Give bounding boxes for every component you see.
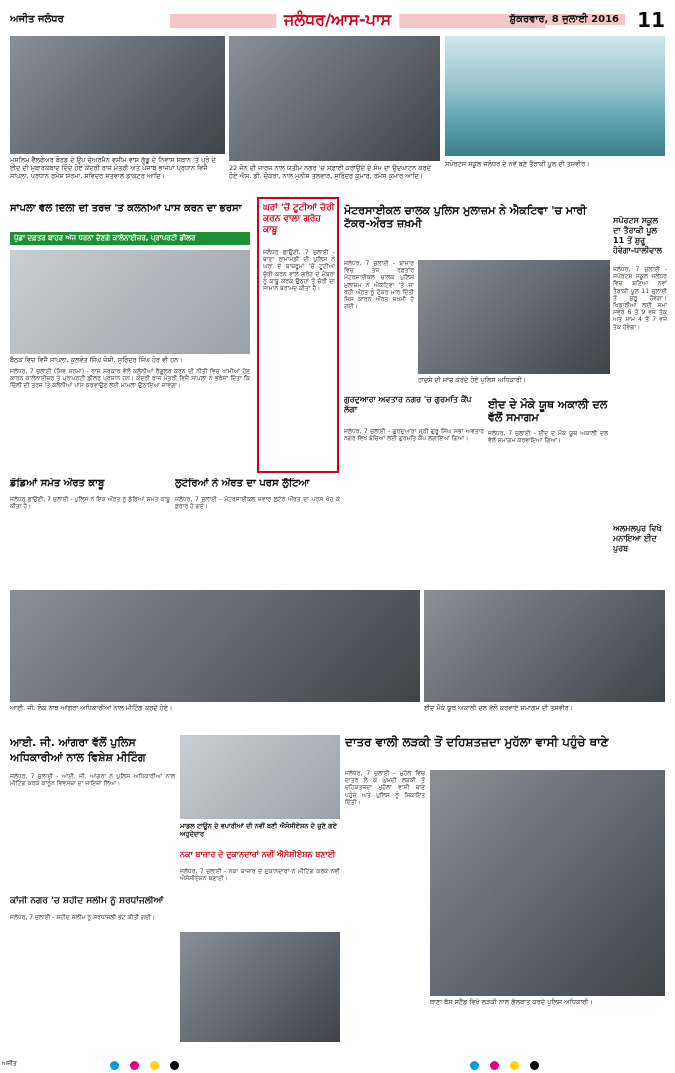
article-body: ਜਲੰਧਰ, 7 ਜੁਲਾਈ - ਗੁਰਦੁਆਰਾ ਸ੍ਰੀ ਗੁਰੂ ਸਿੰਘ ਸਭਾ ਅਵਤਾਰ ਨਗਰ ਵਿਖੇ ਬੱਚਿਆਂ ਲਈ ਗੁਰਮਤਿ ਕੈਂਪ ਲਗਾਇਆ ਗਿਆ। bbox=[344, 428, 484, 443]
headline: ਗੁਰਦੁਆਰਾ ਅਵਤਾਰ ਨਗਰ 'ਚ ਗੁਰਮਤਿ ਕੈਂਪ ਲੱਗਾ bbox=[344, 395, 472, 414]
photo-caption: ਸਪੋਰਟਸ ਸਕੂਲ ਜਲੰਧਰ ਦੇ ਨਵੇਂ ਬਣੇ ਤੈਰਾਕੀ ਪੂਲ ਦੀ ਤਸਵੀਰ। bbox=[445, 160, 590, 168]
photo-association bbox=[180, 735, 340, 819]
photo-eid-visit bbox=[10, 36, 225, 154]
photo-caption: ਮੁਸਲਿਮ ਵੈੱਲਫੇਅਰ ਬੋਰਡ ਦੇ ਉਪ ਚੇਅਰਮੈਨ ਵਸੀਮ ਵਾਸ਼ ਗੁੱਡੂ ਦੇ ਨਿਵਾਸ ਸਥਾਨ 'ਤੇ ਪ੍ਰੋ ਦੇ ਈਦ ਦੀ ਮੁਬਾਰਕਬਾਦ ਦਿੰਦੇ ਹੋਏ ਕੇਂਦਰੀ ਰਾਜ ਮੰਤਰੀ ਅਤੇ ਪੰਜਾਬ ਭਾਜਪਾ ਪ੍ਰਧਾਨ ਵਿਜੈ ਸਾਂਪਲਾ, ਪ੍ਰਧਾਨ ਰਮੇਸ਼ ਸ਼ਰਮਾ, ਸਵਿਦਰ ਸਤਵਾਲ ਡਾਕਟਰ ਆਦਿ। bbox=[10, 156, 216, 180]
article-body: ਜਲੰਧਰ, 7 ਜੁਲਾਈ - ਈਦ ਦੇ ਮੌਕੇ ਯੂਥ ਅਕਾਲੀ ਦਲ ਵੱਲੋਂ ਸਮਾਗਮ ਕਰਵਾਇਆ ਗਿਆ। bbox=[488, 430, 608, 445]
headline: ਡੋਡਿਆਂ ਸਮੇਤ ਔਰਤ ਕਾਬੂ bbox=[10, 478, 105, 489]
article-body: ਜਲੰਧਰ, 7 ਜੁਲਾਈ - ਸਪੋਰਟਸ ਸਕੂਲ ਜਲੰਧਰ ਵਿਚ ਬਣਿਆ ਨਵਾਂ ਤੈਰਾਕੀ ਪੂਲ 11 ਜੁਲਾਈ ਤੋਂ ਸ਼ੁਰੂ ਹੋਵੇਗਾ। ਖਿਡਾਰੀਆਂ ਲਈ ਸਮਾਂ ਸਵੇਰੇ 6 ਤੋਂ 9 ਵਜੇ ਤੱਕ ਅਤੇ ਸ਼ਾਮ 4 ਤੋਂ 7 ਵਜੇ ਤੱਕ ਹੋਵੇਗਾ। bbox=[613, 266, 667, 331]
headline: ਸਪੋਰਟਸ ਸਕੂਲ ਦਾ ਤੈਰਾਕੀ ਪੂਲ 11 ਤੋਂ ਸ਼ੁਰੂ ਹੋਵੇਗਾ-ਧਾਲੀਵਾਲ bbox=[613, 216, 662, 255]
headline: ਸਾਂਪਲਾ ਵੱਲੋਂ ਦਿੱਲੀ ਦੀ ਤਰਜ਼ 'ਤੇ ਕਲੋਨੀਆਂ ਪਾਸ ਕਰਨ ਦਾ ਭਰੋਸਾ bbox=[10, 204, 242, 214]
registration-mark bbox=[110, 1061, 119, 1070]
headline: ਮੋਟਰਸਾਈਕਲ ਚਾਲਕ ਪੁਲਿਸ ਮੁਲਾਜ਼ਮ ਨੇ ਐਕਟਿਵਾ 'ਚ ਮਾਰੀ ਟੱਕਰ-ਔਰਤ ਜ਼ਖ਼ਮੀ bbox=[344, 204, 587, 230]
headline: ਆਈ. ਜੀ. ਆਂਗਰਾ ਵੱਲੋਂ ਪੁਲਿਸ ਅਧਿਕਾਰੀਆਂ ਨਾਲ ਵਿਸ਼ੇਸ਼ ਮੀਟਿੰਗ bbox=[10, 736, 146, 764]
registration-mark bbox=[130, 1061, 139, 1070]
article-body: ਜਲੰਧਰ, 7 ਜੁਲਾਈ (ਸ਼ਿਵ ਸ਼ਰਮਾ) - ਰਾਜ ਸਰਕਾਰ ਵੱਲੋਂ ਕਲੋਨੀਆਂ ਰੈਗੂਲਰ ਕਰਨ ਦੀ ਨੀਤੀ ਵਿਚ ਖਾਮੀਆਂ ਹੋਣ ਕਾਰਨ ਕਾਲੋਨਾਈਜ਼ਰ ਤੇ ਪ੍ਰਾਪਰਟੀ ਡੀਲਰ ਪ੍ਰੇਸ਼ਾਨ ਹਨ। ਕੇਂਦਰੀ ਰਾਜ ਮੰਤਰੀ ਵਿਜੈ ਸਾਂਪਲਾ ਨੇ ਭਰੋਸਾ ਦਿੱਤਾ ਕਿ ਦਿੱਲੀ ਦੀ ਤਰਜ਼ 'ਤੇ ਕਲੋਨੀਆਂ ਪਾਸ ਕਰਵਾਉਣ ਲਈ ਮਾਮਲਾ ਉਠਾਇਆ ਜਾਵੇਗਾ। bbox=[10, 368, 250, 390]
edition-label: ਅਜੀਤ ਜਲੰਧਰ bbox=[10, 14, 64, 25]
photo-caption: ਬੈਠਕ ਵਿਚ ਵਿਜੈ ਸਾਂਪਲਾ, ਕੁਲਵੰਤ ਸਿੰਘ ਜੋਸ਼ੀ, ਸੁਰਿੰਦਰ ਸਿੰਘ ਹੋਰ ਵੀ ਹਨ। bbox=[10, 356, 183, 364]
photo-caption: 22 ਜੋਨ ਦੀ ਜਾਰਜ ਨਾਲ ਯਤੀਮ ਨਗਰ 'ਚ ਸਫ਼ਾਈ ਕਰਾਉਂਦੇ ਦੇ ਸੰਮ ਦਾ ਉਦਘਾਟਨ ਕਰਦੇ ਹੋਏ ਐਸ. ਡੀ. ਚੋਕਰਾ, ਨਾਲ ਮੁਨੀਸ਼ ਤਲਵਾਰ, ਸੁਰਿੰਦਰ ਕੁਮਾਰ, ਰਮੇਸ਼ ਕੁਮਾਰ ਆਦਿ। bbox=[229, 164, 431, 180]
photo-ig-meeting bbox=[10, 590, 420, 702]
section-title: ਜਲੰਧਰ/ਆਸ-ਪਾਸ bbox=[276, 10, 399, 30]
registration-mark bbox=[170, 1061, 179, 1070]
photo-caption: ਹਾਦਸੇ ਦੀ ਜਾਂਚ ਕਰਦੇ ਹੋਏ ਪੁਲਿਸ ਅਧਿਕਾਰੀ। bbox=[418, 376, 527, 384]
registration-mark bbox=[530, 1061, 539, 1070]
registration-mark bbox=[510, 1061, 519, 1070]
registration-mark bbox=[490, 1061, 499, 1070]
article-body: ਜਲੰਧਰ, 7 ਜੁਲਾਈ - ਮੁਹੱਲੇ ਵਿਚ ਦਾਤਰ ਲੈ ਕੇ ਘੁੰਮਦੀ ਲੜਕੀ ਤੋਂ ਦਹਿਸ਼ਤਜ਼ਦਾ ਮੁਹੱਲਾ ਵਾਸੀ ਥਾਣੇ ਪਹੁੰਚੇ ਅਤੇ ਪੁਲਿਸ ਨੂੰ ਸ਼ਿਕਾਇਤ ਦਿੱਤੀ। bbox=[345, 770, 425, 806]
registration-mark bbox=[470, 1061, 479, 1070]
headline: ਈਦ ਦੇ ਮੌਕੇ ਯੂਥ ਅਕਾਲੀ ਦਲ ਵੱਲੋਂ ਸਮਾਗਮ bbox=[488, 398, 608, 424]
photo-swimming-pool bbox=[445, 36, 665, 156]
print-code: ਅਜੀਤ bbox=[2, 1060, 17, 1067]
strapline: ਪੁੱਡਾ ਦਫ਼ਤਰ ਬਾਹਰ ਅੱਜ ਧਰਨਾ ਦੇਣਗੇ ਕਾਲੋਨਾਈਜ਼ਰ, ਪ੍ਰਾਪਰਟੀ ਡੀਲਰ bbox=[10, 232, 250, 245]
photo-eid-event bbox=[424, 590, 665, 702]
headline: ਘਰਾਂ 'ਚੋਂ ਟੂਟੀਆਂ ਚੋਰੀ ਕਰਨ ਵਾਲਾ ਗਰੋਹ ਕਾਬੂ bbox=[263, 203, 335, 235]
issue-date: ਸ਼ੁੱਕਰਵਾਰ, 8 ਜੁਲਾਈ 2016 bbox=[504, 14, 625, 25]
headline: ਨਕਾ ਬਾਜ਼ਾਰ ਦੇ ਦੁਕਾਨਦਾਰਾਂ ਨਵੀਂ ਐਸੋਸੀਏਸ਼ਨ ਬਣਾਈ bbox=[180, 850, 336, 859]
article-body: ਜਲੰਧਰ ਛਾਉਣੀ, 7 ਜੁਲਾਈ - ਪੁਲਿਸ ਨੇ ਇਕ ਔਰਤ ਨੂੰ ਡੋਡਿਆਂ ਸਮੇਤ ਕਾਬੂ ਕੀਤਾ ਹੈ। bbox=[10, 496, 170, 511]
photo-traders bbox=[180, 932, 340, 1042]
headline: ਕਾਂਜੀ ਨਗਰ 'ਚ ਸ਼ਹੀਦ ਸਲੀਮ ਨੂੰ ਸ਼ਰਧਾਂਜਲੀਆਂ bbox=[10, 896, 164, 906]
photo-caption: ਥਾਣਾ ਬੱਸ ਸਟੈਂਡ ਵਿਖੇ ਲੜਕੀ ਨਾਲ ਗੱਲਬਾਤ ਕਰਦੇ ਪੁਲਿਸ ਅਧਿਕਾਰੀ। bbox=[430, 998, 593, 1006]
article-body: ਜਲੰਧਰ, 7 ਜੁਲਾਈ - ਨਕਾ ਬਾਜ਼ਾਰ ਦੇ ਦੁਕਾਨਦਾਰਾਂ ਨੇ ਮੀਟਿੰਗ ਕਰਕੇ ਨਵੀਂ ਐਸੋਸੀਏਸ਼ਨ ਬਣਾਈ। bbox=[180, 868, 340, 883]
article-body: ਜਲੰਧਰ ਛਾਉਣੀ, 7 ਜੁਲਾਈ - ਥਾਣਾ ਰਾਮਾਮੰਡੀ ਦੀ ਪੁਲਿਸ ਨੇ ਘਰਾਂ ਦੇ ਬਾਥਰੂਮਾਂ 'ਚੋਂ ਟੂਟੀਆਂ ਚੋਰੀ ਕਰਨ ਵਾਲੇ ਗਰੋਹ ਦੇ ਮੈਂਬਰਾਂ ਨੂੰ ਕਾਬੂ ਕਰਕੇ ਉਨ੍ਹਾਂ ਤੋਂ ਚੋਰੀ ਦਾ ਸਾਮਾਨ ਬਰਾਮਦ ਕੀਤਾ ਹੈ। bbox=[263, 249, 335, 293]
headline: ਅਲਮਲਪੁਰ ਵਿਖੇ ਮਨਾਇਆ ਈਦ ਪੁਰਬ bbox=[613, 524, 662, 553]
headline: ਮਾਡਲ ਟਾਊਨ ਦੇ ਵਪਾਰੀਆਂ ਦੀ ਨਵੀਂ ਬਣੀ ਐਸੋਸੀਏਸ਼ਨ ਦੇ ਚੁਣੇ ਗਏ ਅਹੁਦੇਦਾਰ bbox=[180, 822, 337, 838]
photo-cleaning-drive bbox=[229, 36, 440, 161]
registration-mark bbox=[150, 1061, 159, 1070]
boxed-story bbox=[257, 197, 339, 473]
photo-caption: ਈਦ ਮੌਕੇ ਯੂਥ ਅਕਾਲੀ ਦਲ ਵੱਲੋਂ ਕਰਵਾਏ ਸਮਾਗਮ ਦੀ ਤਸਵੀਰ। bbox=[424, 704, 574, 712]
page-number: 11 bbox=[637, 10, 665, 32]
article-body: ਜਲੰਧਰ, 7 ਜੁਲਾਈ - ਮੋਟਰਸਾਈਕਲ ਸਵਾਰ ਲੁਟੇਰੇ ਔਰਤ ਦਾ ਪਰਸ ਖੋਹ ਕੇ ਫ਼ਰਾਰ ਹੋ ਗਏ। bbox=[175, 496, 340, 511]
footer bbox=[0, 1058, 675, 1073]
photo-accident bbox=[418, 260, 610, 374]
article-body: ਜਲੰਧਰ, 7 ਜੁਲਾਈ - ਬਾਜ਼ਾਰ ਵਿਚ ਤੇਜ਼ ਰਫ਼ਤਾਰ ਮੋਟਰਸਾਈਕਲ ਚਾਲਕ ਪੁਲਿਸ ਮੁਲਾਜ਼ਮ ਨੇ ਐਕਟਿਵਾ 'ਤੇ ਜਾ ਰਹੀ ਔਰਤ ਨੂੰ ਟੱਕਰ ਮਾਰ ਦਿੱਤੀ ਜਿਸ ਕਾਰਨ ਔਰਤ ਜ਼ਖ਼ਮੀ ਹੋ ਗਈ। bbox=[344, 260, 414, 311]
photo-meeting bbox=[10, 250, 250, 354]
photo-girl-police-station bbox=[430, 770, 665, 996]
article-body: ਜਲੰਧਰ, 7 ਜੁਲਾਈ - ਆਈ. ਜੀ. ਆਂਗਰਾ ਨੇ ਪੁਲਿਸ ਅਧਿਕਾਰੀਆਂ ਨਾਲ ਮੀਟਿੰਗ ਕਰਕੇ ਕਾਨੂੰਨ ਵਿਵਸਥਾ ਦਾ ਜਾਇਜ਼ਾ ਲਿਆ। bbox=[10, 773, 175, 788]
masthead bbox=[10, 10, 665, 32]
headline: ਲੁਟੇਰਿਆਂ ਨੇ ਔਰਤ ਦਾ ਪਰਸ ਲੁੱਟਿਆ bbox=[175, 478, 310, 489]
article-body: ਜਲੰਧਰ, 7 ਜੁਲਾਈ - ਸ਼ਹੀਦ ਸਲੀਮ ਨੂੰ ਸ਼ਰਧਾਂਜਲੀ ਭੇਟ ਕੀਤੀ ਗਈ। bbox=[10, 914, 155, 921]
photo-caption: ਆਈ. ਜੀ. ਲੋਕ ਨਾਥ ਆਂਗਰਾ ਅਧਿਕਾਰੀਆਂ ਨਾਲ ਮੀਟਿੰਗ ਕਰਦੇ ਹੋਏ। bbox=[10, 704, 173, 712]
headline: ਦਾਤਰ ਵਾਲੀ ਲੜਕੀ ਤੋਂ ਦਹਿਸ਼ਤਜ਼ਦਾ ਮੁਹੱਲਾ ਵਾਸੀ ਪਹੁੰਚੇ ਥਾਣੇ bbox=[345, 735, 609, 749]
